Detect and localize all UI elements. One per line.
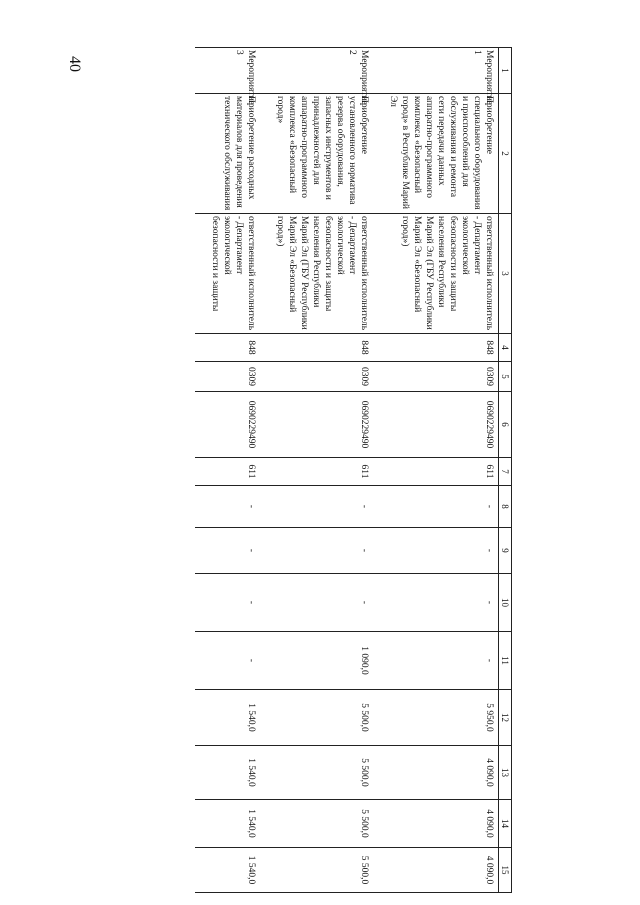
column-number: 10 [499, 574, 512, 632]
column-number: 4 [499, 334, 512, 362]
measure-name: Приобретение расходных материалов для проведения технического обслуживания [195, 94, 260, 214]
value-col-11: 1 090,0 [260, 632, 373, 690]
value-col-10: - [195, 574, 260, 632]
table-row [260, 48, 373, 893]
value-col-12: 1 540,0 [195, 690, 260, 746]
rz-pr-code: 0309 [373, 362, 499, 392]
vr-code: 611 [195, 458, 260, 486]
value-col-9: - [373, 528, 499, 574]
value-col-13: 1 540,0 [195, 746, 260, 800]
value-col-8: - [260, 486, 373, 528]
value-col-11: - [373, 632, 499, 690]
value-col-15: 5 500,0 [260, 848, 373, 893]
column-number: 11 [499, 632, 512, 690]
grbs-code: 848 [260, 334, 373, 362]
column-number: 15 [499, 848, 512, 893]
column-number: 7 [499, 458, 512, 486]
measure-number: Мероприятие 2 [260, 48, 373, 94]
budget-table [195, 47, 512, 893]
executor: ответственный исполнитель - Департамент экологической безопасности и защиты [195, 214, 260, 334]
value-col-9: - [260, 528, 373, 574]
rz-pr-code: 0309 [195, 362, 260, 392]
value-col-8: - [195, 486, 260, 528]
column-number: 3 [499, 214, 512, 334]
column-number: 12 [499, 690, 512, 746]
csr-code: 0690229490 [195, 392, 260, 458]
column-number: 14 [499, 800, 512, 848]
value-col-13: 5 500,0 [260, 746, 373, 800]
value-col-14: 5 500,0 [260, 800, 373, 848]
value-col-14: 1 540,0 [195, 800, 260, 848]
csr-code: 0690229490 [373, 392, 499, 458]
column-number: 9 [499, 528, 512, 574]
column-number: 1 [499, 48, 512, 94]
vr-code: 611 [373, 458, 499, 486]
measure-number: Мероприятие 3 [195, 48, 260, 94]
value-col-15: 4 090,0 [373, 848, 499, 893]
measure-number: Мероприятие 1 [373, 48, 499, 94]
column-number: 6 [499, 392, 512, 458]
column-number: 5 [499, 362, 512, 392]
rz-pr-code: 0309 [260, 362, 373, 392]
value-col-10: - [260, 574, 373, 632]
value-col-14: 4 090,0 [373, 800, 499, 848]
measure-name: Приобретение специального оборудования и приспособлений для обслуживания и ремонта сети передачи данных аппаратно-программного комплекса «Безопасный город» в Республике Марий Эл [373, 94, 499, 214]
value-col-12: 5 500,0 [260, 690, 373, 746]
vr-code: 611 [260, 458, 373, 486]
value-col-15: 1 540,0 [195, 848, 260, 893]
column-number: 8 [499, 486, 512, 528]
page-number: 40 [66, 56, 83, 72]
grbs-code: 848 [373, 334, 499, 362]
value-col-13: 4 090,0 [373, 746, 499, 800]
csr-code: 0690229490 [260, 392, 373, 458]
grbs-code: 848 [195, 334, 260, 362]
measure-name: Приобретение установленного норматива резерва оборудования, запасных инструментов и принадлежностей для аппаратно-программного комплекса «Безопасный город» [260, 94, 373, 214]
value-col-10: - [373, 574, 499, 632]
value-col-9: - [195, 528, 260, 574]
value-col-12: 5 950,0 [373, 690, 499, 746]
table-row [373, 48, 499, 893]
column-number-row [499, 48, 512, 893]
executor: ответственный исполнитель - Департамент экологической безопасности и защиты населения Республики Марий Эл (ГБУ Республики Марий Эл «Безопасный город») [260, 214, 373, 334]
table-row [195, 48, 260, 893]
value-col-11: - [195, 632, 260, 690]
column-number: 2 [499, 94, 512, 214]
value-col-8: - [373, 486, 499, 528]
executor: ответственный исполнитель - Департамент экологической безопасности и защиты населения Республики Марий Эл (ГБУ Республики Марий Эл «Безопасный город») [373, 214, 499, 334]
column-number: 13 [499, 746, 512, 800]
